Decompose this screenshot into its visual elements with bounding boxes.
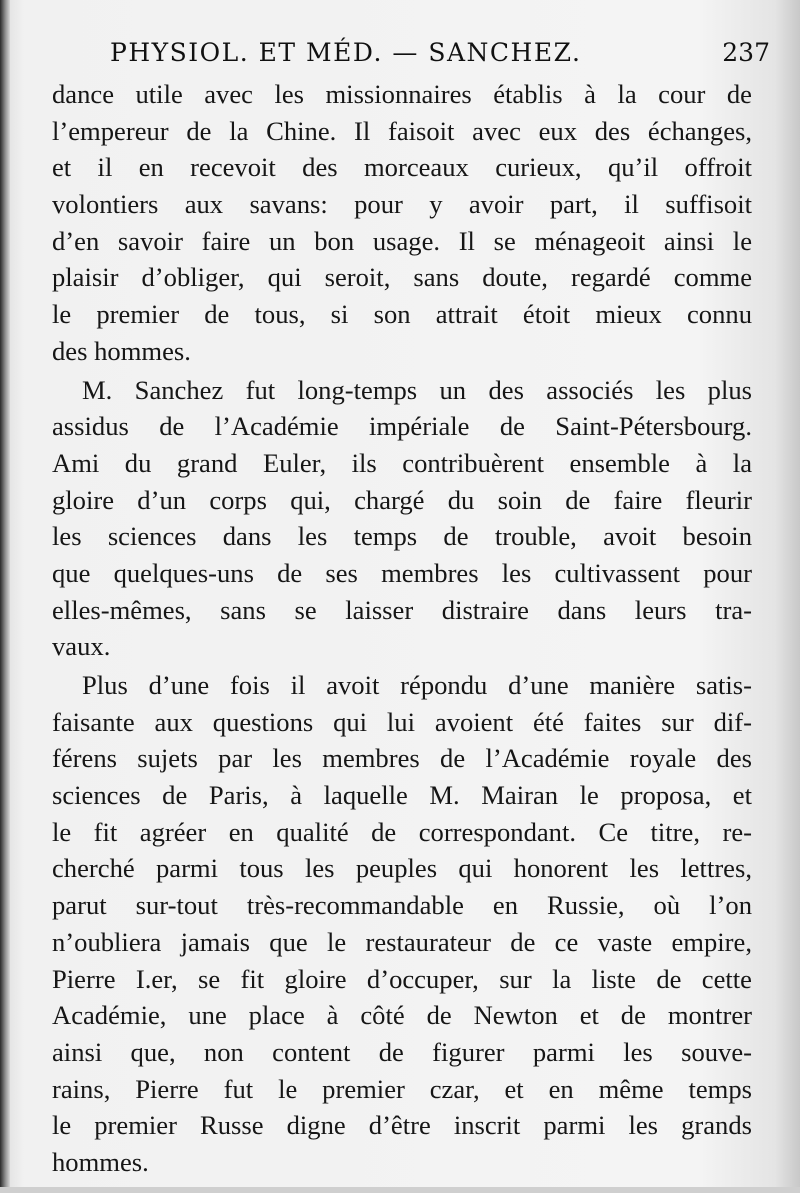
text-line: le premier de tous, si son attrait étoit mieux connu bbox=[52, 299, 752, 330]
text-line: assidus de l’Académie impériale de Saint-Pétersbourg. bbox=[52, 411, 752, 442]
text-line: vaux. bbox=[52, 631, 111, 662]
text-line: des hommes. bbox=[52, 335, 191, 366]
page-body bbox=[52, 76, 752, 1181]
text-line: d’en savoir faire un bon usage. Il se ménageoit ainsi le bbox=[52, 225, 752, 256]
text-line: sciences de Paris, à laquelle M. Mairan le proposa, et bbox=[52, 780, 752, 811]
text-line: cherché parmi tous les peuples qui honorent les lettres, bbox=[52, 853, 752, 884]
text-line: rains, Pierre fut le premier czar, et en même temps bbox=[52, 1073, 752, 1104]
text-line: gloire d’un corps qui, chargé du soin de faire fleurir bbox=[52, 484, 752, 515]
text-line: que quelques-uns de ses membres les cultivassent pour bbox=[52, 557, 752, 588]
page-binding-shadow bbox=[0, 0, 10, 1193]
text-line: plaisir d’obliger, qui seroit, sans doute, regardé comme bbox=[52, 262, 752, 293]
text-line: n’oubliera jamais que le restaurateur de ce vaste empire, bbox=[52, 926, 752, 957]
text-line: l’empereur de la Chine. Il faisoit avec eux des échanges, bbox=[52, 115, 752, 146]
running-header bbox=[100, 38, 770, 78]
text-line: férens sujets par les membres de l’Académie royale des bbox=[52, 743, 752, 774]
text-line: volontiers aux savans: pour y avoir part, il suffisoit bbox=[52, 189, 752, 220]
text-line: le fit agréer en qualité de correspondant. Ce titre, re- bbox=[52, 816, 752, 847]
text-line: Pierre I.er, se fit gloire d’occuper, sur la liste de cette bbox=[52, 963, 752, 994]
text-line: Plus d’une fois il avoit répondu d’une manière satis- bbox=[82, 670, 752, 700]
running-title: PHYSIOL. ET MÉD. — SANCHEZ. bbox=[110, 38, 582, 67]
text-line: faisante aux questions qui lui avoient été faites sur dif- bbox=[52, 706, 752, 737]
page-number: 237 bbox=[722, 38, 770, 67]
text-line: Ami du grand Euler, ils contribuèrent ensemble à la bbox=[52, 447, 752, 478]
text-line: ainsi que, non content de figurer parmi les souve- bbox=[52, 1036, 752, 1067]
page-bottom-edge bbox=[0, 1187, 800, 1193]
text-line: Académie, une place à côté de Newton et de montrer bbox=[52, 1000, 752, 1031]
text-line: elles-mêmes, sans se laisser distraire dans leurs tra- bbox=[52, 594, 752, 625]
paragraph-1 bbox=[52, 76, 752, 370]
text-line: le premier Russe digne d’être inscrit parmi les grands bbox=[52, 1110, 752, 1141]
text-line: M. Sanchez fut long-temps un des associés les plus bbox=[82, 374, 752, 405]
text-line: les sciences dans les temps de trouble, avoit besoin bbox=[52, 521, 752, 552]
text-line: dance utile avec les missionnaires établis à la cour de bbox=[52, 79, 752, 109]
text-line: et il en recevoit des morceaux curieux, qu’il offroit bbox=[52, 152, 752, 183]
text-line: hommes. bbox=[52, 1146, 149, 1177]
text-line: parut sur-tout très-recommandable en Russie, où l’on bbox=[52, 890, 752, 921]
paragraph-3 bbox=[52, 667, 752, 1181]
paragraph-2 bbox=[52, 372, 752, 666]
